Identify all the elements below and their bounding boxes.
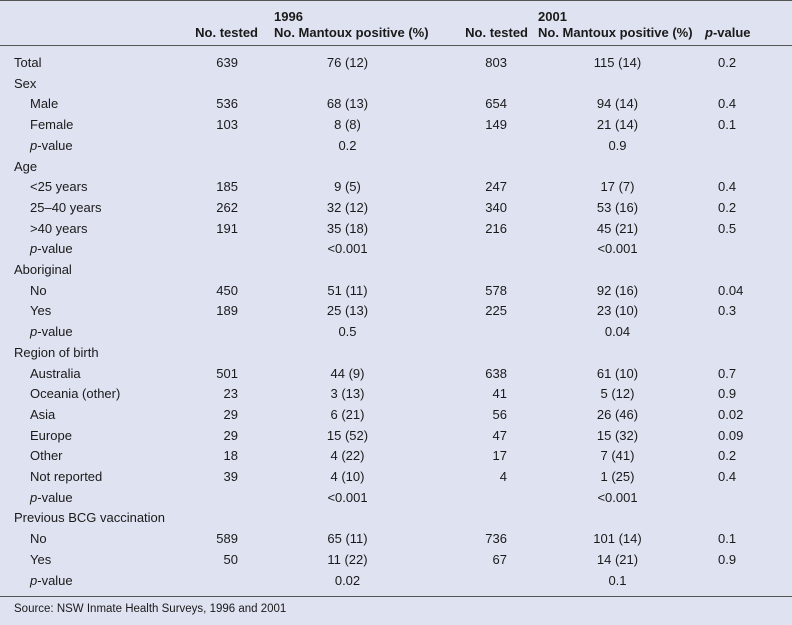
- cell-mantoux-2001: 0.04: [604, 324, 631, 340]
- cell-no-tested-2001: 56: [492, 406, 507, 422]
- cell-mantoux-1996: 4 (10): [330, 469, 365, 484]
- cell-no-tested-1996: 39: [223, 469, 238, 484]
- cell-mantoux-2001: 94 (14): [596, 96, 639, 112]
- cell-p-value: 0.02: [718, 406, 744, 422]
- cell-mantoux-2001: 7 (41): [600, 448, 635, 464]
- header-year-1996: 1996: [274, 9, 303, 24]
- cell-p-value: 0.4: [718, 469, 737, 484]
- cell-mantoux-2001: 92 (16): [596, 282, 639, 298]
- row-label: Not reported: [30, 469, 103, 484]
- row-label: Female: [30, 117, 74, 133]
- cell-no-tested-1996: 191: [216, 220, 238, 236]
- cell-no-tested-1996: 639: [216, 55, 238, 70]
- cell-mantoux-2001: 14 (21): [596, 551, 639, 567]
- row-label-pvalue: p-value: [30, 324, 73, 340]
- cell-p-value: 0.1: [718, 531, 737, 547]
- cell-no-tested-2001: 638: [485, 365, 507, 381]
- row-label: Sex: [14, 75, 37, 91]
- cell-no-tested-2001: 654: [485, 96, 507, 112]
- cell-mantoux-2001: 23 (10): [596, 303, 639, 319]
- cell-mantoux-1996: 11 (22): [327, 551, 368, 567]
- cell-mantoux-2001: 21 (14): [596, 117, 639, 133]
- row-label: Age: [14, 158, 38, 174]
- top-rule: [0, 0, 792, 1]
- cell-mantoux-1996: 0.5: [338, 324, 357, 340]
- header-p-value: p-value: [705, 25, 751, 40]
- cell-mantoux-1996: 25 (13): [326, 303, 369, 319]
- cell-mantoux-1996: <0.001: [327, 241, 368, 257]
- cell-p-value: 0.3: [718, 303, 737, 319]
- row-label: Asia: [30, 406, 56, 422]
- cell-mantoux-1996: 0.02: [334, 572, 361, 588]
- row-label: Oceania (other): [30, 386, 121, 402]
- row-label: >40 years: [30, 220, 88, 236]
- cell-mantoux-2001: 0.1: [608, 572, 627, 588]
- cell-mantoux-1996: 51 (11): [327, 282, 368, 298]
- cell-no-tested-2001: 216: [485, 220, 507, 236]
- cell-no-tested-2001: 67: [492, 551, 507, 567]
- cell-p-value: 0.4: [718, 179, 737, 195]
- cell-mantoux-1996: <0.001: [327, 489, 368, 505]
- row-label-pvalue: p-value: [30, 572, 73, 588]
- cell-no-tested-2001: 340: [485, 199, 507, 215]
- cell-p-value: 0.04: [718, 282, 744, 298]
- row-label: No: [30, 282, 47, 298]
- cell-mantoux-2001: 1 (25): [600, 469, 635, 484]
- cell-no-tested-1996: 29: [223, 406, 238, 422]
- row-label: <25 years: [30, 179, 88, 195]
- cell-no-tested-2001: 17: [492, 448, 507, 464]
- row-label: Male: [30, 96, 59, 112]
- header-mantoux-1996: No. Mantoux positive (%): [274, 25, 429, 40]
- cell-no-tested-2001: 149: [485, 117, 507, 133]
- header-mantoux-2001: No. Mantoux positive (%): [538, 25, 693, 40]
- cell-mantoux-2001: 0.9: [608, 137, 627, 153]
- cell-mantoux-1996: 68 (13): [326, 96, 369, 112]
- cell-no-tested-1996: 501: [216, 365, 238, 381]
- cell-mantoux-1996: 0.2: [338, 137, 357, 153]
- cell-mantoux-1996: 9 (5): [334, 179, 361, 195]
- row-label: Aboriginal: [14, 262, 72, 277]
- cell-p-value: 0.2: [718, 55, 737, 70]
- cell-mantoux-2001: 53 (16): [596, 199, 639, 215]
- cell-no-tested-2001: 578: [485, 282, 507, 298]
- cell-no-tested-1996: 450: [216, 282, 238, 298]
- row-label-pvalue: p-value: [30, 489, 73, 505]
- header-rule: [0, 45, 792, 46]
- cell-mantoux-1996: 76 (12): [326, 55, 369, 70]
- source-note: Source: NSW Inmate Health Surveys, 1996 and 2001: [14, 603, 287, 615]
- cell-p-value: 0.5: [718, 220, 737, 236]
- cell-mantoux-2001: 115 (14): [593, 55, 642, 70]
- cell-no-tested-2001: 41: [492, 386, 507, 402]
- row-label: Total: [14, 55, 42, 70]
- cell-p-value: 0.9: [718, 551, 737, 567]
- cell-p-value: 0.09: [718, 427, 744, 443]
- row-label-pvalue: p-value: [30, 137, 73, 153]
- cell-no-tested-1996: 29: [223, 427, 238, 443]
- cell-no-tested-1996: 18: [223, 448, 238, 464]
- cell-no-tested-2001: 47: [492, 427, 507, 443]
- header-no-tested-2001: No. tested: [465, 25, 528, 40]
- row-label: Other: [30, 448, 63, 464]
- cell-no-tested-2001: 803: [485, 55, 507, 70]
- cell-p-value: 0.4: [718, 96, 737, 112]
- row-label: Yes: [30, 303, 52, 319]
- row-label: 25–40 years: [30, 199, 102, 215]
- cell-mantoux-2001: <0.001: [597, 489, 638, 505]
- cell-mantoux-1996: 6 (21): [330, 406, 365, 422]
- cell-no-tested-1996: 536: [216, 96, 238, 112]
- cell-mantoux-2001: 61 (10): [596, 365, 639, 381]
- cell-mantoux-1996: 4 (22): [330, 448, 365, 464]
- row-label: Previous BCG vaccination: [14, 510, 166, 526]
- cell-no-tested-1996: 189: [216, 303, 238, 319]
- cell-no-tested-2001: 225: [485, 303, 507, 319]
- cell-mantoux-1996: 8 (8): [334, 117, 361, 133]
- cell-mantoux-2001: <0.001: [597, 241, 638, 257]
- cell-no-tested-2001: 736: [485, 531, 507, 547]
- cell-mantoux-1996: 3 (13): [330, 386, 365, 402]
- cell-no-tested-1996: 103: [216, 117, 238, 133]
- cell-no-tested-2001: 247: [485, 179, 507, 195]
- row-label: Yes: [30, 551, 52, 567]
- cell-mantoux-1996: 15 (52): [326, 427, 369, 443]
- cell-mantoux-2001: 17 (7): [600, 179, 635, 195]
- cell-p-value: 0.9: [718, 386, 737, 402]
- cell-mantoux-1996: 35 (18): [326, 220, 369, 236]
- header-year-2001: 2001: [538, 9, 567, 24]
- cell-mantoux-2001: 26 (46): [596, 406, 639, 422]
- cell-no-tested-1996: 589: [216, 531, 238, 547]
- row-label-pvalue: p-value: [30, 241, 73, 257]
- cell-no-tested-2001: 4: [499, 469, 507, 484]
- cell-mantoux-1996: 44 (9): [330, 365, 365, 381]
- cell-mantoux-2001: 101 (14): [593, 531, 642, 547]
- header-no-tested-1996: No. tested: [195, 25, 258, 40]
- cell-no-tested-1996: 50: [223, 551, 238, 567]
- row-label: Europe: [30, 427, 72, 443]
- cell-p-value: 0.7: [718, 365, 737, 381]
- row-label: Region of birth: [14, 344, 99, 360]
- cell-mantoux-1996: 32 (12): [326, 199, 369, 215]
- row-label: Australia: [30, 365, 81, 381]
- cell-no-tested-1996: 23: [223, 386, 238, 402]
- cell-p-value: 0.1: [718, 117, 737, 133]
- cell-mantoux-2001: 45 (21): [596, 220, 639, 236]
- cell-p-value: 0.2: [718, 199, 737, 215]
- cell-no-tested-1996: 185: [216, 179, 238, 195]
- cell-p-value: 0.2: [718, 448, 737, 464]
- cell-mantoux-2001: 15 (32): [596, 427, 639, 443]
- cell-no-tested-1996: 262: [216, 199, 238, 215]
- row-label: No: [30, 531, 47, 547]
- cell-mantoux-1996: 65 (11): [327, 531, 368, 547]
- cell-mantoux-2001: 5 (12): [600, 386, 635, 402]
- bottom-rule: [0, 596, 792, 597]
